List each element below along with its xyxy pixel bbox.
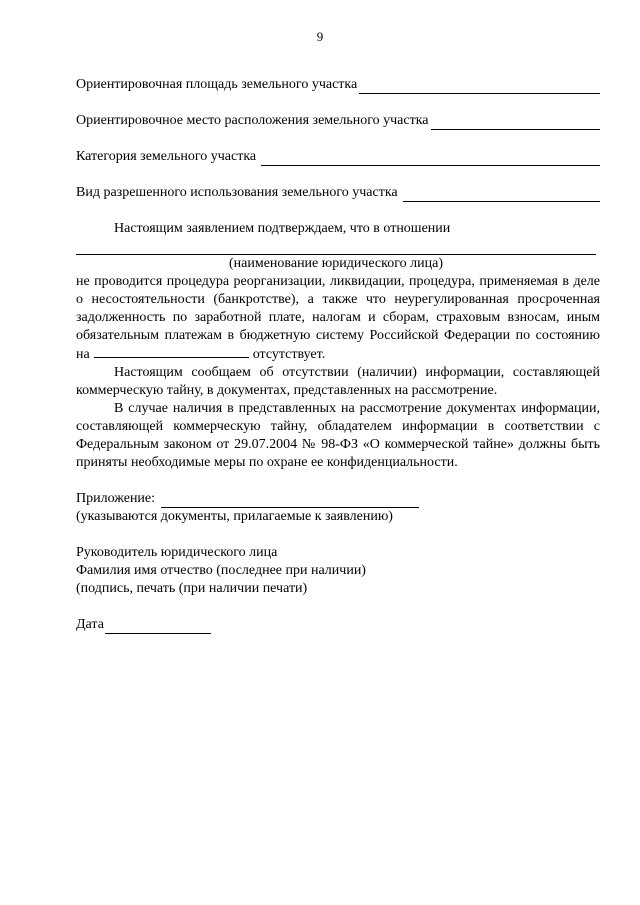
paragraph-no-proceedings-end: отсутствует. [252, 347, 326, 362]
field-plot-area [76, 76, 600, 94]
paragraph-no-proceedings-text: не проводится процедура реорганизации, ликвидации, процедура, применяемая в деле о несостоятельности (банкротстве), а также что неурегулированная просроченная задолженность по заработной плате, налогам и сборам, страховым взносам, иным обязательным платежам в бюджетную систему Российской Федерации по состоянию на [76, 274, 600, 362]
date-blank[interactable] [105, 619, 211, 634]
field-plot-area-label: Ориентировочная площадь земельного участка [76, 77, 358, 92]
page-number: 9 [316, 29, 324, 44]
paragraph-no-proceedings [76, 273, 600, 364]
paragraph-trade-secret-notice: Настоящим сообщаем об отсутствии (наличии) информации, составляющей коммерческую тайну, в документах, представленных на рассмотрение. [76, 365, 600, 398]
field-plot-permitted-use-blank[interactable] [403, 187, 600, 202]
status-date-blank[interactable] [94, 345, 249, 358]
confirm-intro: Настоящим заявлением подтверждаем, что в отношении [114, 221, 451, 236]
field-plot-location [76, 112, 600, 130]
signature-name: Фамилия имя отчество (последнее при наличии) [76, 563, 366, 578]
spacer [76, 472, 600, 490]
field-plot-area-blank[interactable] [359, 79, 600, 94]
spacer [76, 526, 600, 544]
attachment-label: Приложение: [76, 491, 156, 506]
application-form [76, 76, 600, 634]
legal-entity-caption: (наименование юридического лица) [229, 256, 443, 271]
field-plot-category-label: Категория земельного участка [76, 149, 257, 164]
signature-head: Руководитель юридического лица [76, 545, 278, 560]
field-plot-permitted-use-label: Вид разрешенного использования земельного участка [76, 185, 398, 200]
field-plot-category [76, 148, 600, 166]
paragraph-trade-secret-protection: В случае наличия в представленных на рассмотрение документах информации, составляющей коммерческую тайну, обладателем информации в соответствии с Федеральным законом от 29.07.2004 № 98-ФЗ «О коммерческой тайне» должны быть приняты необходимые меры по охране ее конфиденциальности. [76, 401, 600, 470]
attachment-hint: (указываются документы, прилагаемые к заявлению) [76, 509, 393, 524]
signature-sign-seal: (подпись, печать (при наличии печати) [76, 581, 308, 596]
attachment-blank[interactable] [161, 493, 419, 508]
spacer [76, 598, 600, 616]
date-label: Дата [76, 617, 104, 632]
field-plot-permitted-use [76, 184, 600, 202]
attachment-row [76, 490, 600, 508]
legal-entity-name-blank[interactable] [76, 240, 596, 255]
field-plot-location-label: Ориентировочное место расположения земельного участка [76, 113, 429, 128]
field-plot-category-blank[interactable] [261, 151, 600, 166]
date-row [76, 616, 600, 634]
field-plot-location-blank[interactable] [431, 115, 600, 130]
